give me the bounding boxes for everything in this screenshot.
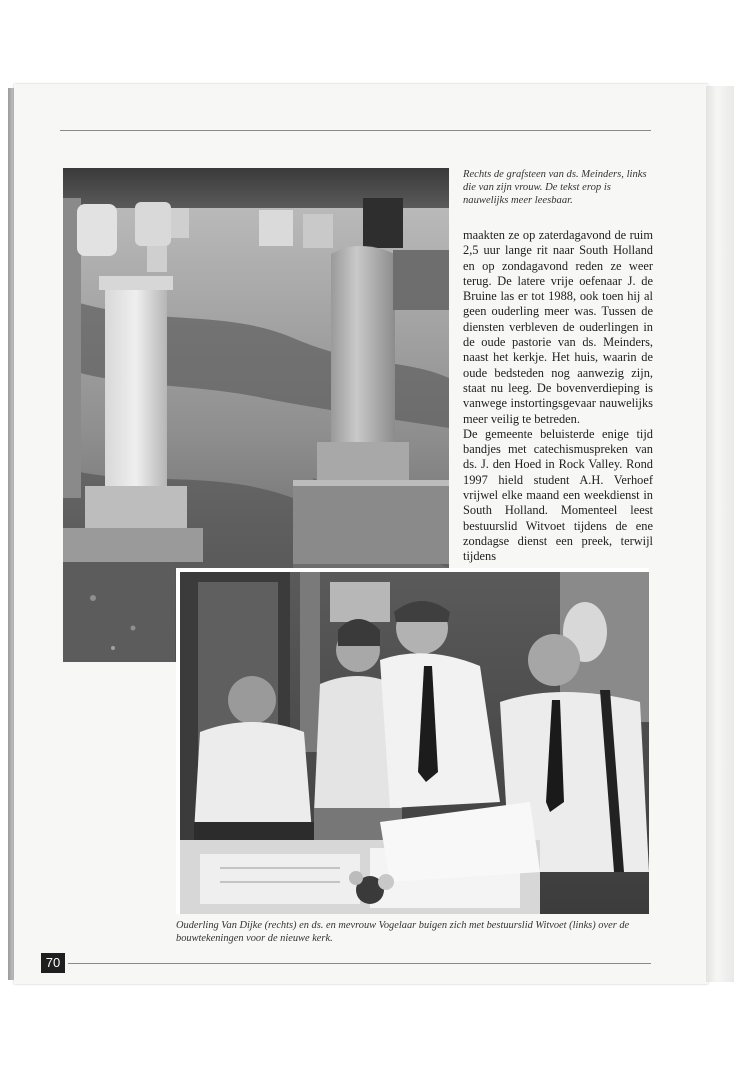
page-edge [706, 86, 734, 982]
header-rule [60, 130, 651, 131]
building-plans-caption: Ouderling Van Dijke (rechts) en ds. en mevrouw Vogelaar buigen zich met bestuurslid Witvoet (links) over de bouwtekeningen voor de nieuwe kerk. [176, 920, 630, 944]
gravestones-caption: Rechts de grafsteen van ds. Meinders, links die van zijn vrouw. De tekst erop is nauwelijks meer leesbaar. [463, 169, 647, 206]
body-paragraph-1: maakten ze op zaterdagavond de ruim 2,5 uur lange rit naar South Holland en op zondagavond reden ze weer terug. De latere vrije oefenaar J. de Bruine las er tot 1988, ook toen hij al geen ouderling meer was. Tussen de diensten verbleven de ouderlingen in de oude pastorie van ds. Meinders, naast het kerkje. Het huis, waarin de oude bedsteden nog aanwezig zijn, staat nu leeg. De bovenverdieping is vanwege instortingsgevaar nauwelijks meer veilig te betreden. [463, 228, 653, 426]
building-plans-photo [176, 568, 649, 914]
page-number: 70 [41, 953, 65, 973]
body-text [463, 228, 653, 565]
footer-rule [68, 963, 651, 964]
body-paragraph-2: De gemeente beluisterde enige tijd bandjes met catechismuspreken van ds. J. den Hoed in Rock Valley. Rond 1997 hield student A.H. Verhoef vrijwel elke maand een weekdienst in South Holland. Momenteel leest bestuurslid Witvoet tijdens de ene zondagse dienst een preek, terwijl tijdens [463, 426, 653, 564]
